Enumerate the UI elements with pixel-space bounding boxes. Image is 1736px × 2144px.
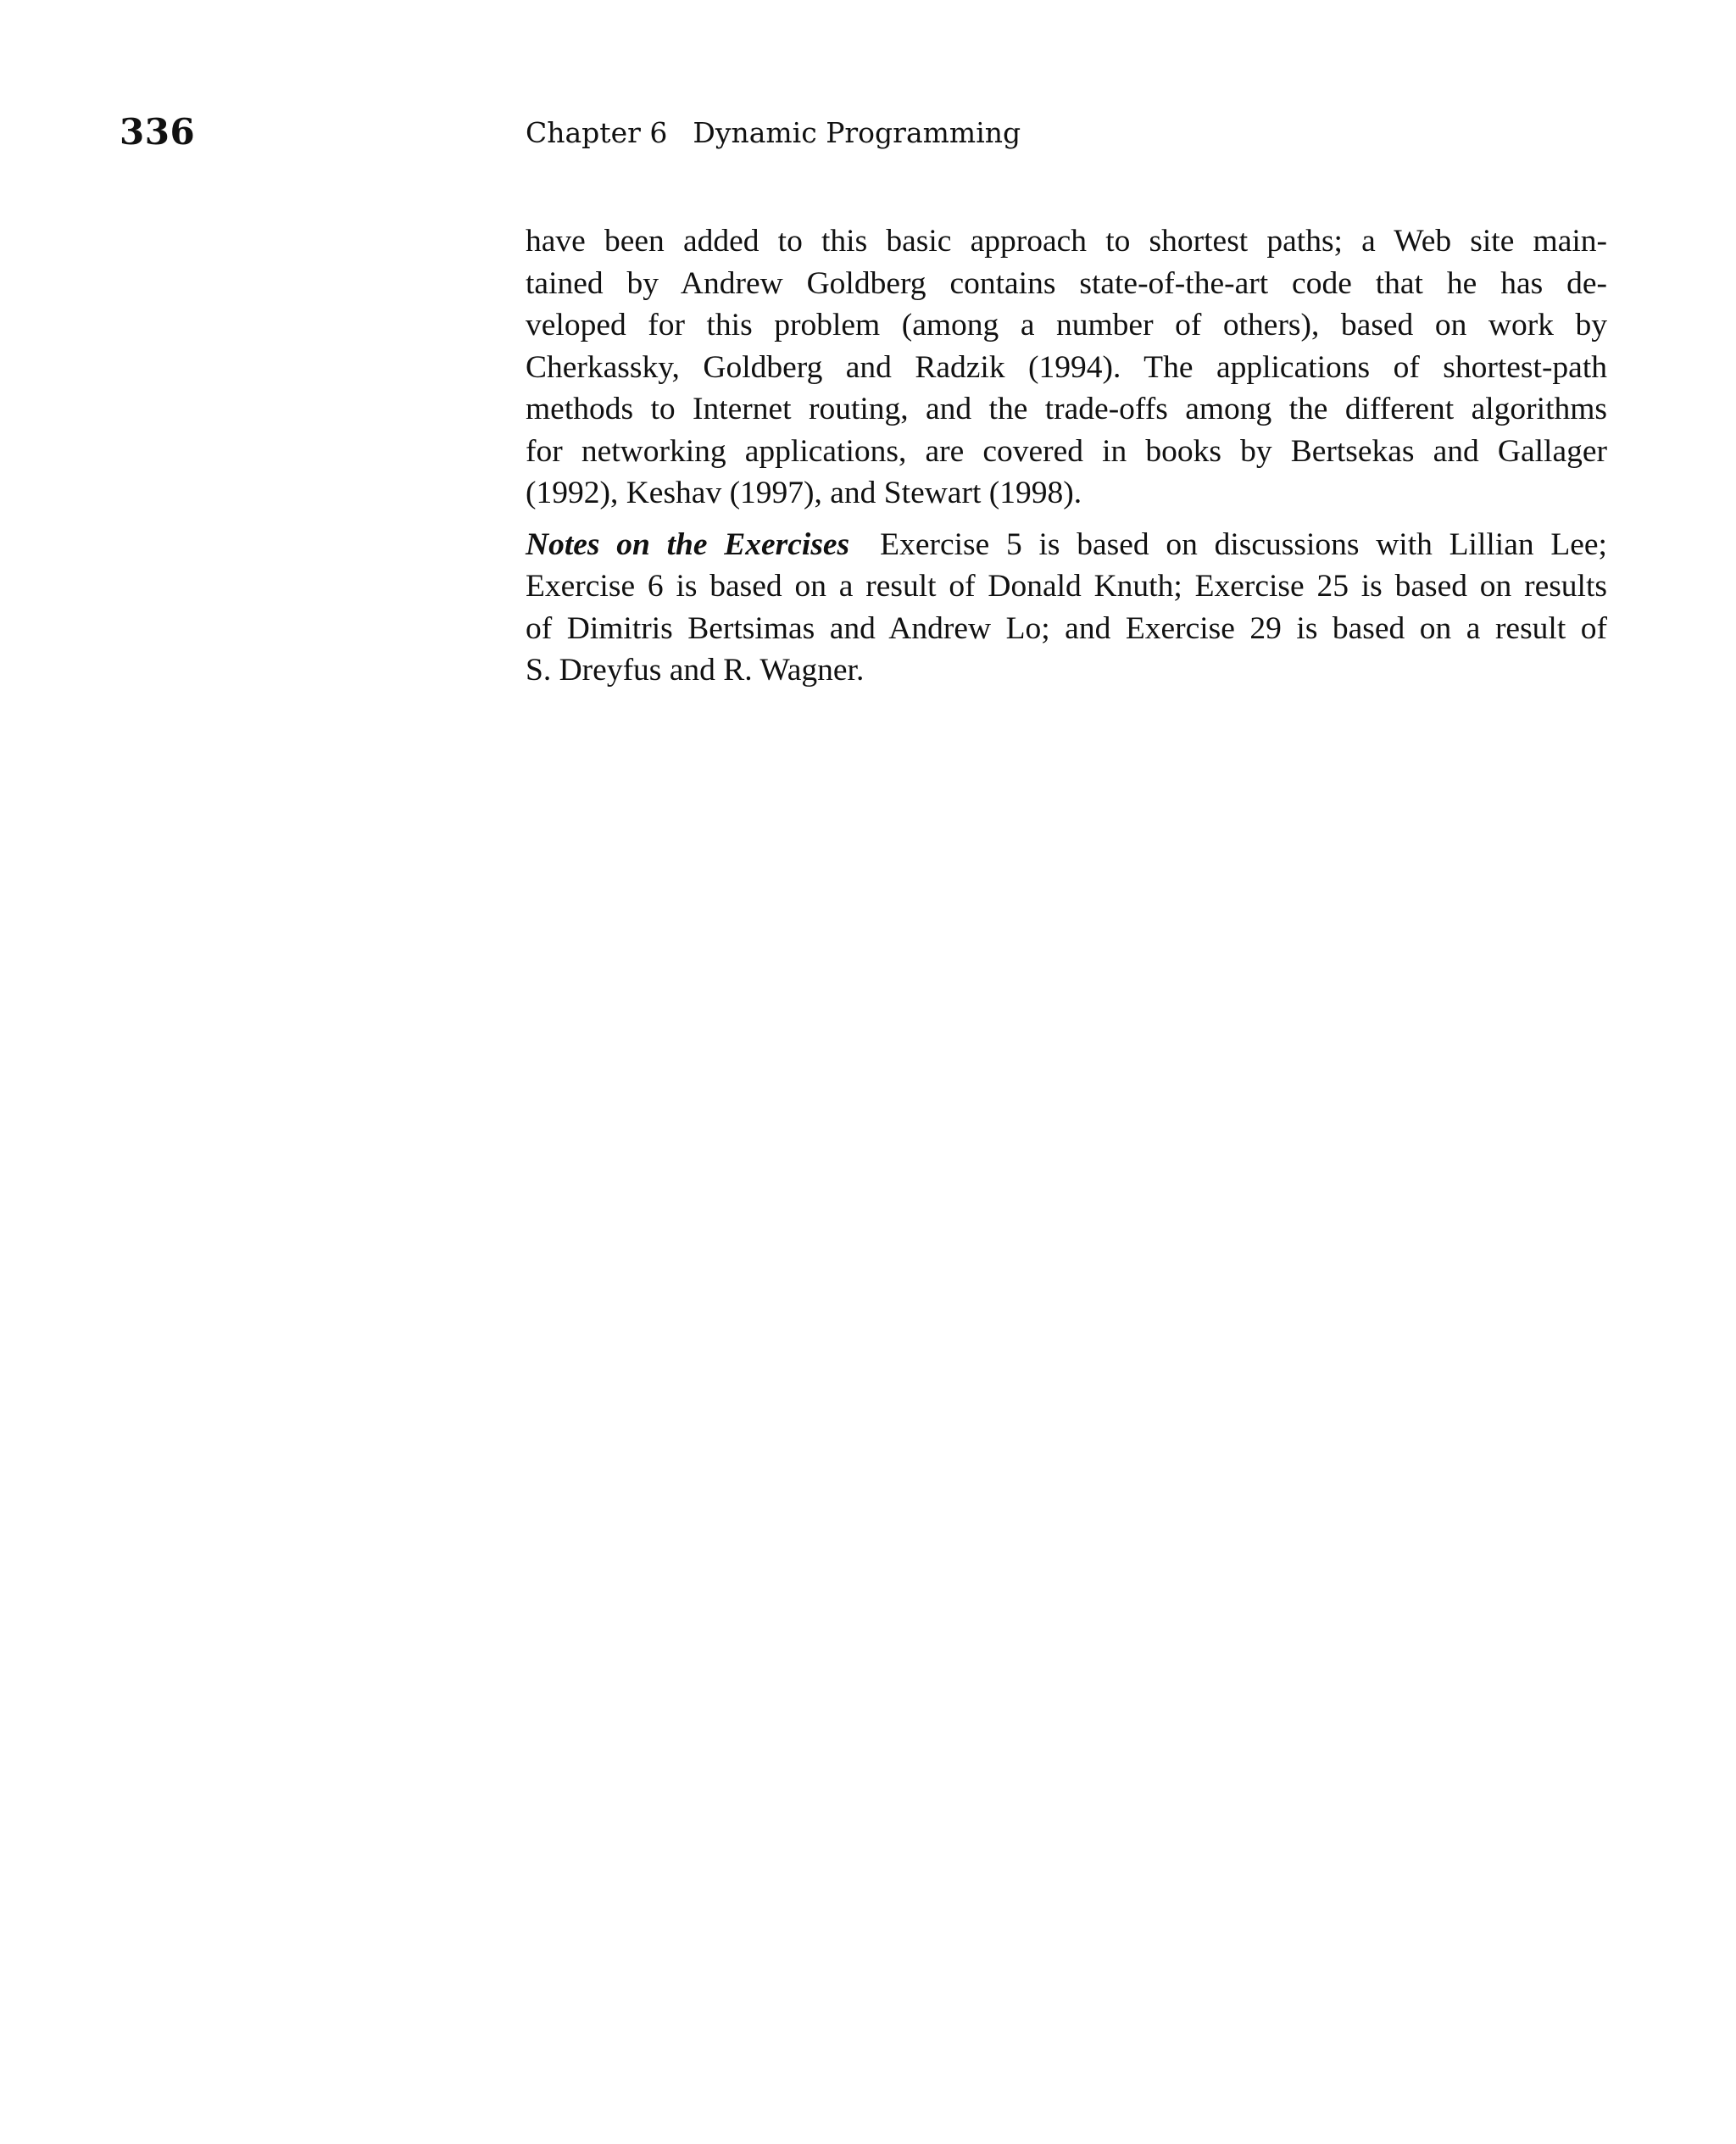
paragraph-gap bbox=[526, 515, 1607, 524]
text-line: have been added to this basic approach to shortest paths; a Web site main- bbox=[526, 224, 1607, 259]
text-line bbox=[526, 524, 1607, 566]
text-line: (1992), Keshav (1997), and Stewart (1998). bbox=[526, 476, 1082, 510]
text-line: tained by Andrew Goldberg contains state-of-the-art code that he has de- bbox=[526, 265, 1607, 301]
notes-heading: Notes on the Exercises bbox=[526, 526, 850, 562]
chapter-label: Chapter 6 bbox=[526, 116, 668, 149]
text-line: veloped for this problem (among a number of others), based on work by bbox=[526, 308, 1607, 342]
paragraph-notes-on-exercises bbox=[526, 524, 1607, 692]
text-line: of Dimitris Bertsimas and Andrew Lo; and Exercise 29 is based on a result of bbox=[526, 610, 1607, 646]
paragraph-shortest-paths bbox=[526, 220, 1607, 515]
body-text bbox=[526, 220, 1607, 692]
text-line: S. Dreyfus and R. Wagner. bbox=[526, 653, 865, 688]
page-number: 336 bbox=[120, 111, 196, 153]
text-line-content: Exercise 5 is based on discussions with Lillian Lee; bbox=[880, 526, 1607, 562]
text-line: methods to Internet routing, and the trade-offs among the different algorithms bbox=[526, 392, 1607, 426]
text-line: Cherkassky, Goldberg and Radzik (1994). The applications of shortest-path bbox=[526, 349, 1607, 385]
text-line: Exercise 6 is based on a result of Donald Knuth; Exercise 25 is based on results bbox=[526, 569, 1607, 604]
chapter-title: Dynamic Programming bbox=[693, 116, 1021, 149]
running-head bbox=[526, 116, 1021, 149]
text-line: for networking applications, are covered in books by Bertsekas and Gallager bbox=[526, 433, 1607, 469]
